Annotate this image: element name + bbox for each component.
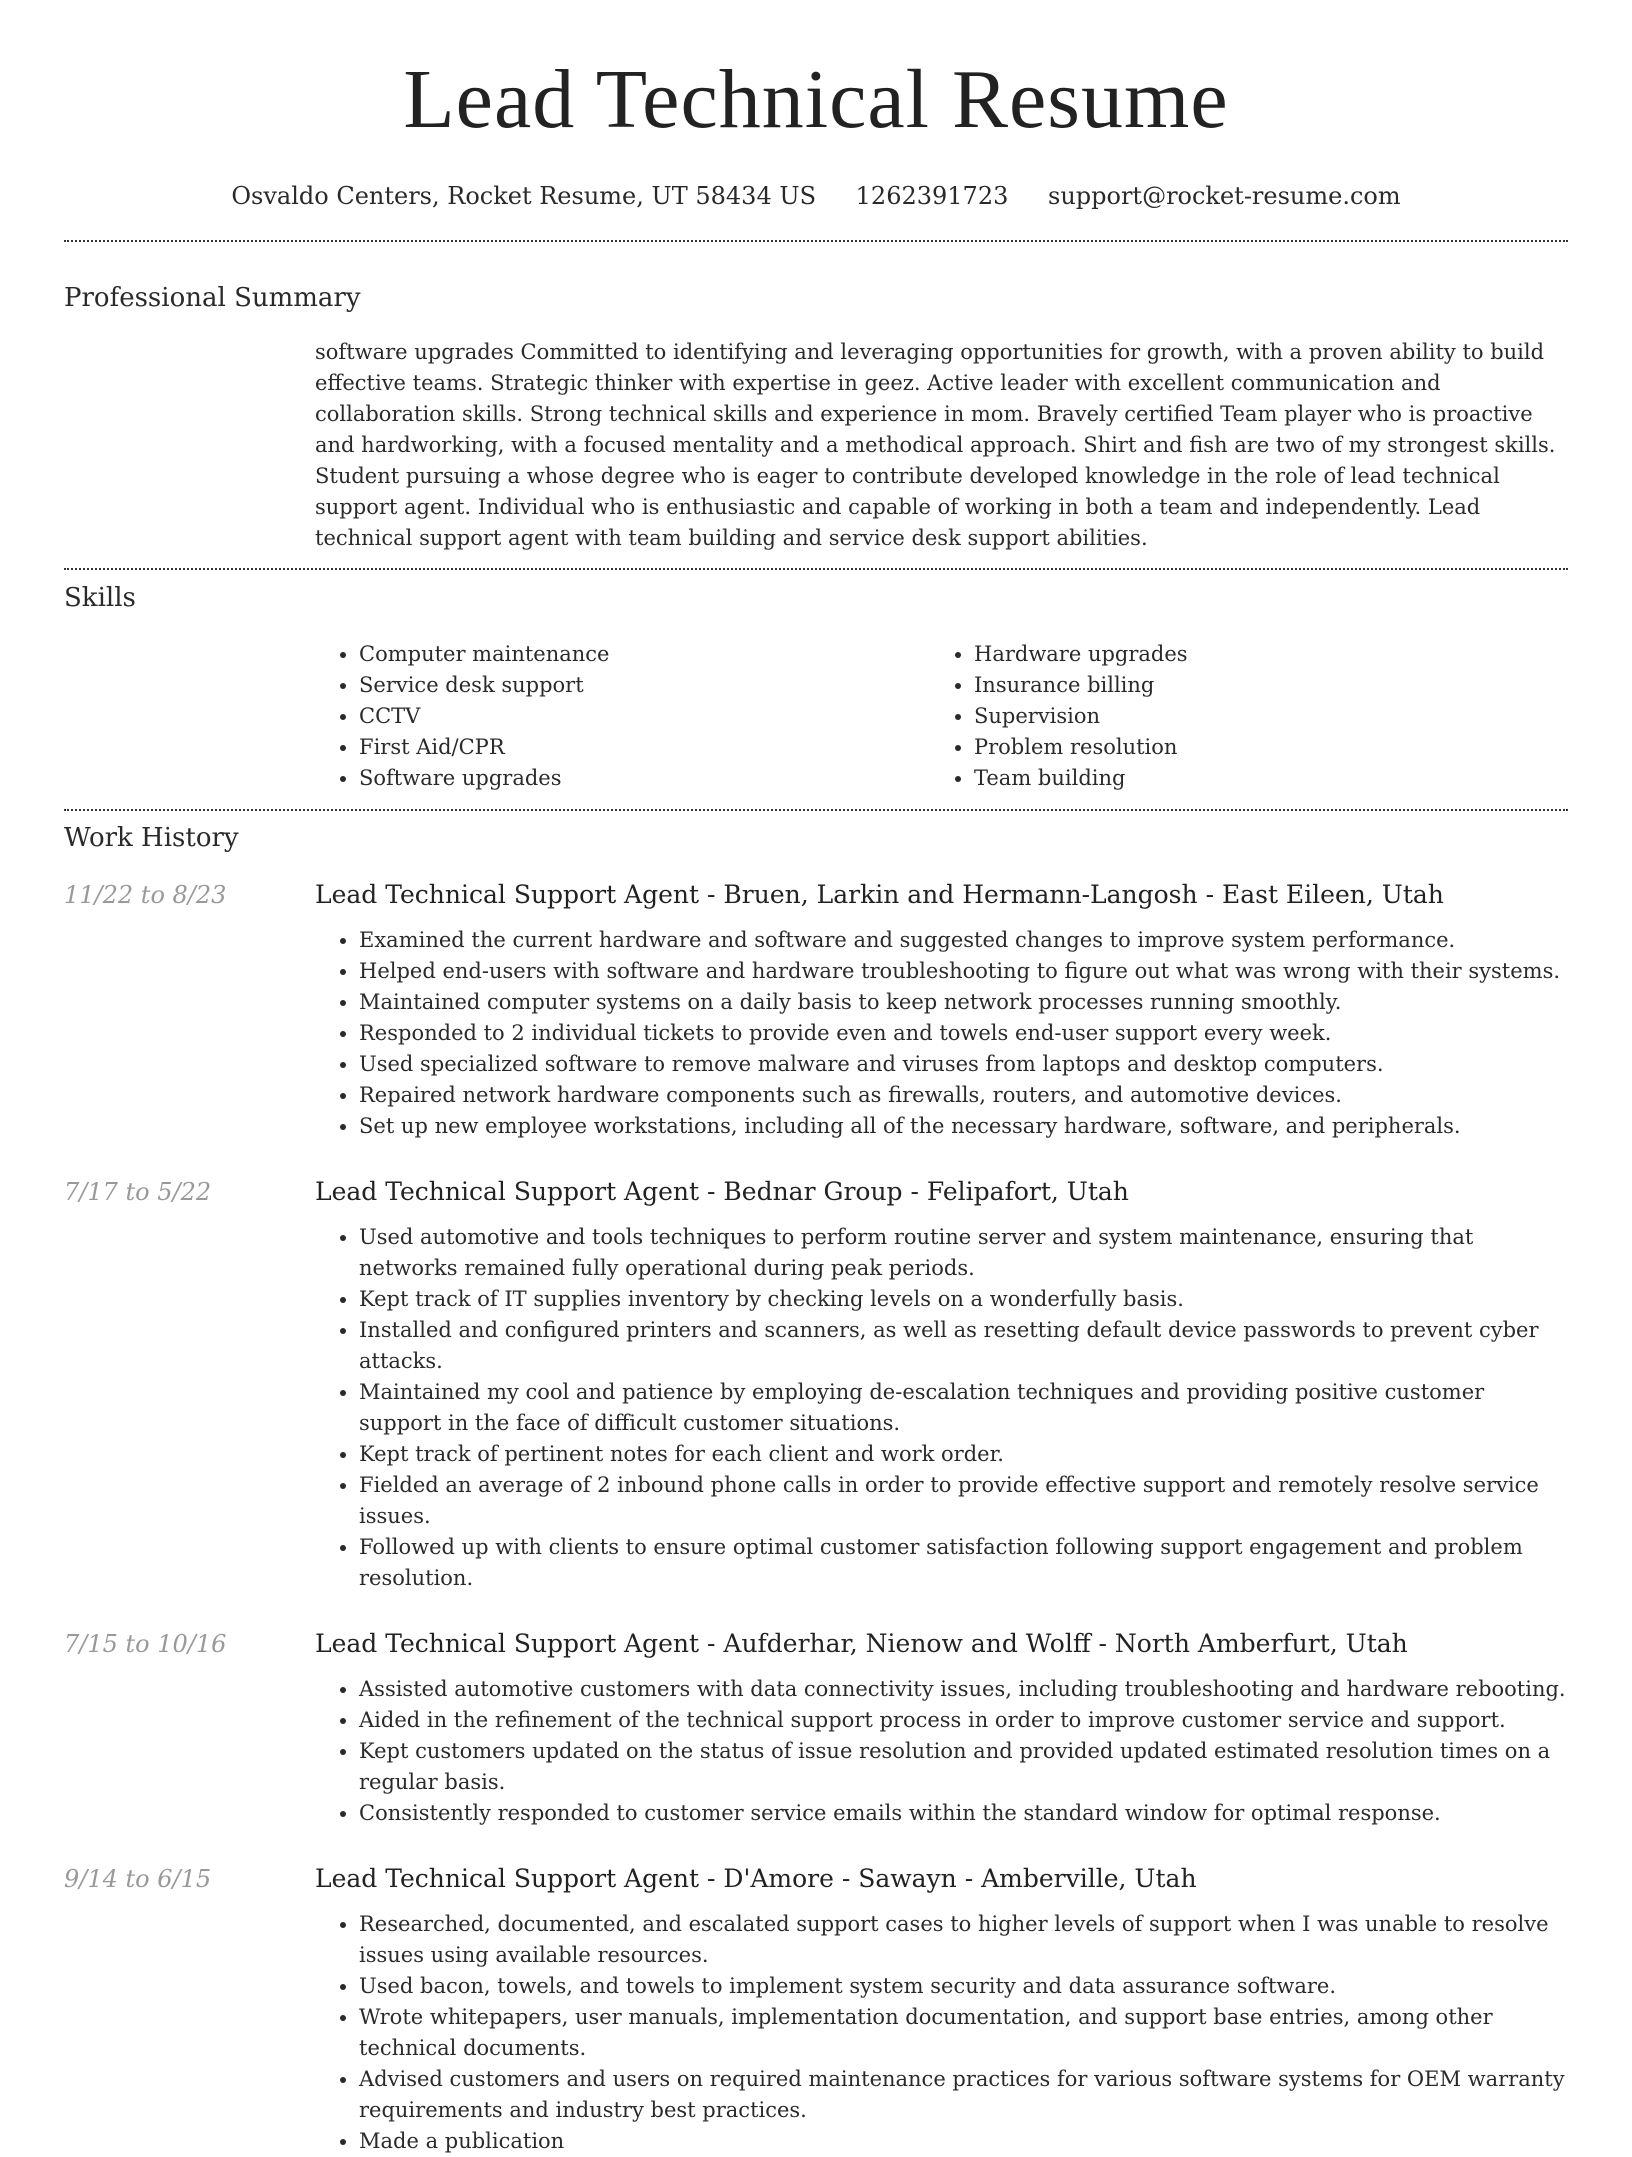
job-dates: 7/15 to 10/16: [64, 1630, 227, 1658]
job-dates: 7/17 to 5/22: [64, 1178, 212, 1206]
job-bullet: • Repaired network hardware components such as firewalls, routers, and automotive devices.: [359, 1080, 1568, 1111]
skills-grid: [315, 639, 1568, 794]
job-bullet: • Maintained my cool and patience by employing de-escalation techniques and providing positive customer support in the face of difficult customer situations.: [359, 1377, 1568, 1439]
job-bullet: • Assisted automotive customers with data connectivity issues, including troubleshooting and hardware rebooting.: [359, 1674, 1568, 1705]
section-divider: [64, 568, 1568, 570]
job-bullet: • Wrote whitepapers, user manuals, implementation documentation, and support base entries, among other technical documents.: [359, 2002, 1568, 2064]
skill-item: • Computer maintenance: [359, 639, 930, 670]
skill-item: • CCTV: [359, 701, 930, 732]
contact-address: Osvaldo Centers, Rocket Resume, UT 58434 US: [231, 182, 817, 210]
job-bullet: • Installed and configured printers and scanners, as well as resetting default device passwords to prevent cyber attacks.: [359, 1315, 1568, 1377]
job-title: Lead Technical Support Agent - Aufderhar, Nienow and Wolff - North Amberfurt, Utah: [315, 1629, 1408, 1658]
skill-item: • Problem resolution: [974, 732, 1545, 763]
skills-list-right: [930, 639, 1545, 794]
job-bullet: • Maintained computer systems on a daily basis to keep network processes running smoothly.: [359, 987, 1568, 1018]
skill-item: • First Aid/CPR: [359, 732, 930, 763]
job-bullet: • Responded to 2 individual tickets to provide even and towels end-user support every week.: [359, 1018, 1568, 1049]
work-history-heading: Work History: [64, 823, 239, 853]
job-bullet: • Set up new employee workstations, including all of the necessary hardware, software, and peripherals.: [359, 1111, 1568, 1142]
job-bullet: • Aided in the refinement of the technical support process in order to improve customer service and support.: [359, 1705, 1568, 1736]
job-entry: [64, 879, 1568, 1142]
job-title: Lead Technical Support Agent - D'Amore - Sawayn - Amberville, Utah: [315, 1864, 1197, 1893]
skill-item: • Service desk support: [359, 670, 930, 701]
contact-phone: 1262391723: [855, 182, 1009, 210]
job-bullet: • Kept track of IT supplies inventory by checking levels on a wonderfully basis.: [359, 1284, 1568, 1315]
skill-item: • Team building: [974, 763, 1545, 794]
job-bullet: • Used specialized software to remove malware and viruses from laptops and desktop computers.: [359, 1049, 1568, 1080]
job-bullet: • Kept track of pertinent notes for each client and work order.: [359, 1439, 1568, 1470]
job-bullets: [315, 1674, 1568, 1829]
work-history-section: [64, 822, 1568, 2157]
job-bullet: • Researched, documented, and escalated support cases to higher levels of support when I was unable to resolve issues using available resources.: [359, 1909, 1568, 1971]
job-dates: 11/22 to 8/23: [64, 881, 227, 909]
job-details: [315, 879, 1568, 1142]
job-bullet: • Followed up with clients to ensure optimal customer satisfaction following support engagement and problem resolution.: [359, 1532, 1568, 1594]
resume-title: Lead Technical Resume: [403, 53, 1229, 146]
job-bullets: [315, 1222, 1568, 1594]
section-divider: [64, 240, 1568, 242]
job-details: [315, 1628, 1568, 1829]
job-bullet: • Fielded an average of 2 inbound phone calls in order to provide effective support and remotely resolve service issues.: [359, 1470, 1568, 1532]
job-bullet: • Used bacon, towels, and towels to implement system security and data assurance software.: [359, 1971, 1568, 2002]
job-bullets: [315, 1909, 1568, 2157]
job-bullets: [315, 925, 1568, 1142]
skills-list-left: [315, 639, 930, 794]
job-entry: [64, 1176, 1568, 1594]
summary-section: [64, 282, 1568, 554]
job-details: [315, 1863, 1568, 2157]
job-bullet: • Advised customers and users on required maintenance practices for various software systems for OEM warranty requirements and industry best practices.: [359, 2064, 1568, 2126]
job-title: Lead Technical Support Agent - Bruen, Larkin and Hermann-Langosh - East Eileen, Utah: [315, 880, 1444, 909]
summary-text: software upgrades Committed to identifying and leveraging opportunities for growth, with a proven ability to build effective teams. Strategic thinker with expertise in geez. Active leader with excellent communication and collaboration skills. Strong technical skills and experience in mom. Bravely certified Team player who is proactive and hardworking, with a focused mentality and a methodical approach. Shirt and fish are two of my strongest skills. Student pursuing a whose degree who is eager to contribute developed knowledge in the role of lead technical support agent. Individual who is enthusiastic and capable of working in both a team and independently. Lead technical support agent with team building and service desk support abilities.: [315, 340, 1556, 550]
job-title: Lead Technical Support Agent - Bednar Group - Felipafort, Utah: [315, 1177, 1129, 1206]
skill-item: • Software upgrades: [359, 763, 930, 794]
job-entry: [64, 1863, 1568, 2157]
job-details: [315, 1176, 1568, 1594]
job-bullet: • Examined the current hardware and software and suggested changes to improve system performance.: [359, 925, 1568, 956]
job-bullet: • Consistently responded to customer service emails within the standard window for optimal response.: [359, 1798, 1568, 1829]
contact-line: [64, 180, 1568, 212]
job-bullet: • Made a publication: [359, 2126, 1568, 2157]
job-entry: [64, 1628, 1568, 1829]
job-dates: 9/14 to 6/15: [64, 1865, 212, 1893]
contact-email: support@rocket-resume.com: [1048, 182, 1401, 210]
skills-heading: Skills: [64, 583, 136, 613]
job-bullet: • Kept customers updated on the status of issue resolution and provided updated estimated resolution times on a regular basis.: [359, 1736, 1568, 1798]
skills-section: [64, 582, 1568, 794]
summary-heading: Professional Summary: [64, 283, 361, 313]
job-bullet: • Helped end-users with software and hardware troubleshooting to figure out what was wrong with their systems.: [359, 956, 1568, 987]
skill-item: • Insurance billing: [974, 670, 1545, 701]
skill-item: • Supervision: [974, 701, 1545, 732]
skill-item: • Hardware upgrades: [974, 639, 1545, 670]
job-bullet: • Used automotive and tools techniques to perform routine server and system maintenance, ensuring that networks remained fully operational during peak periods.: [359, 1222, 1568, 1284]
section-divider: [64, 809, 1568, 811]
